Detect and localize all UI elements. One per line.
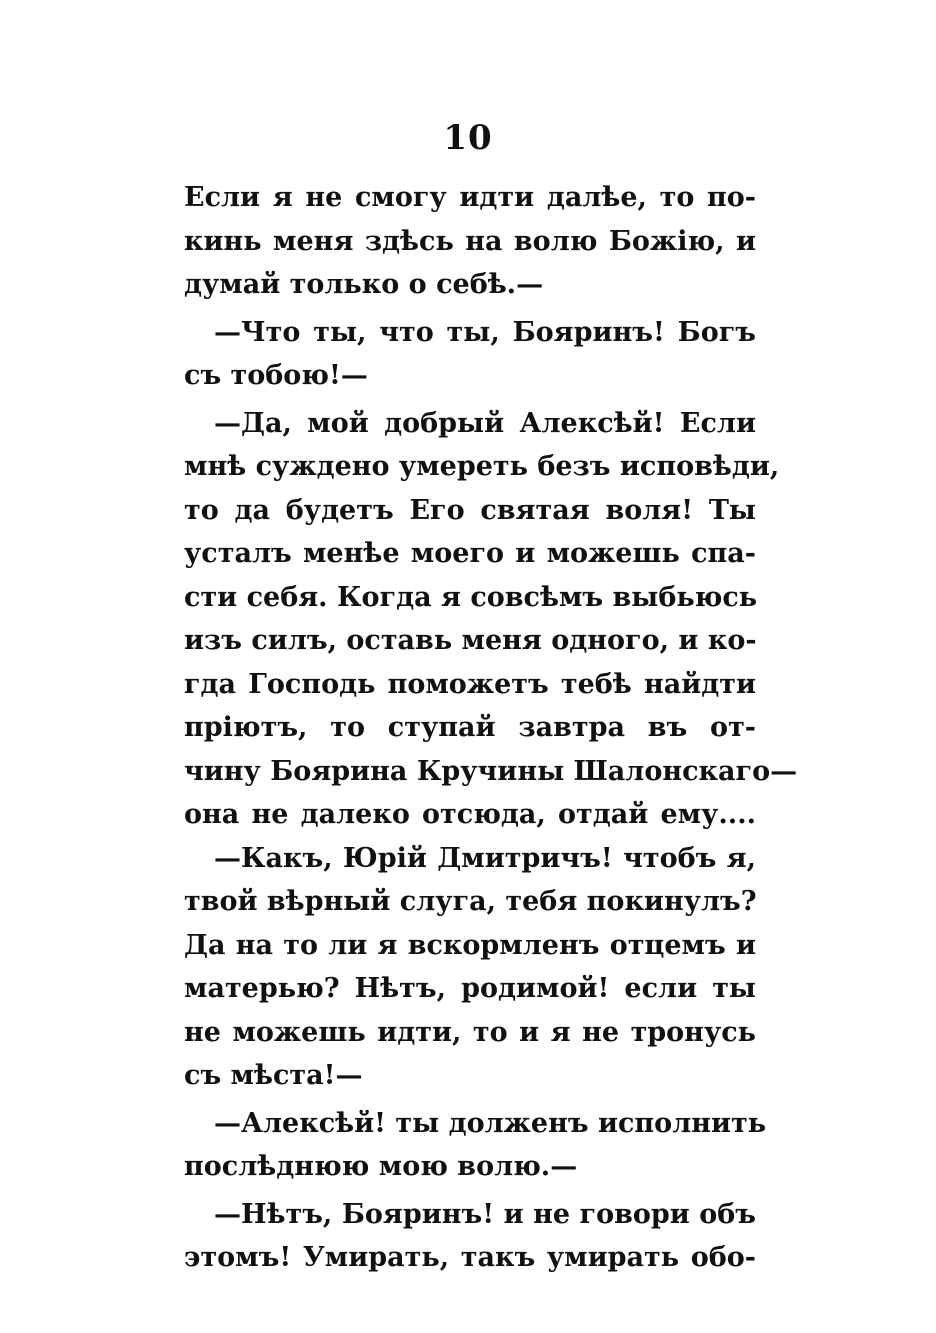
text-line: —Какъ, Юрій Дмитричъ! чтобъ я,: [214, 842, 756, 874]
text-line: кинь меня здѣсь на волю Божію, и: [184, 225, 756, 257]
text-line: чину Боярина Кручины Шалонскаго—: [184, 755, 798, 787]
text-line: гда Господь поможетъ тебѣ найдти: [184, 668, 756, 700]
text-line: то да будетъ Его святая воля! Ты: [184, 494, 756, 526]
text-line: сти себя. Когда я совсѣмъ выбьюсь: [184, 581, 758, 613]
text-line: она не далеко отсюда, отдай ему....: [184, 799, 756, 830]
text-line: пріютъ, то ступай завтра въ от-: [184, 712, 756, 743]
text-line: —Алексѣй! ты долженъ исполнить: [214, 1107, 767, 1139]
text-line: —Что ты, что ты, Бояринъ! Богъ: [214, 316, 756, 348]
text-line: съ тобою!—: [184, 360, 368, 391]
text-line: послѣднюю мою волю.—: [184, 1151, 578, 1182]
text-line: матерью? Нѣтъ, родимой! если ты: [184, 973, 756, 1004]
text-line: думай только о себѣ.—: [184, 269, 544, 300]
text-line: мнѣ суждено умереть безъ исповѣди,: [184, 451, 780, 482]
text-line: —Нѣтъ, Бояринъ! и не говори объ: [214, 1198, 756, 1230]
text-line: —Да, мой добрый Алексѣй! Если: [214, 407, 756, 439]
text-line: не можешь идти, то и я не тронусь: [184, 1016, 756, 1048]
text-line: изъ силъ, оставь меня одного, и ко-: [184, 625, 757, 656]
text-line: Если я не смогу идти далѣе, то по-: [184, 182, 756, 213]
page-number: 10: [443, 118, 493, 158]
text-line: съ мѣста!—: [184, 1060, 363, 1091]
text-line: твой вѣрный слуга, тебя покинулъ?: [184, 886, 757, 917]
text-line: усталъ менѣе моего и можешь спа-: [184, 538, 756, 569]
body-text: [184, 176, 798, 1280]
text-line: этомъ! Умирать, такъ умирать обо-: [184, 1242, 756, 1273]
text-line: Да на то ли я вскормленъ отцемъ и: [184, 929, 756, 961]
